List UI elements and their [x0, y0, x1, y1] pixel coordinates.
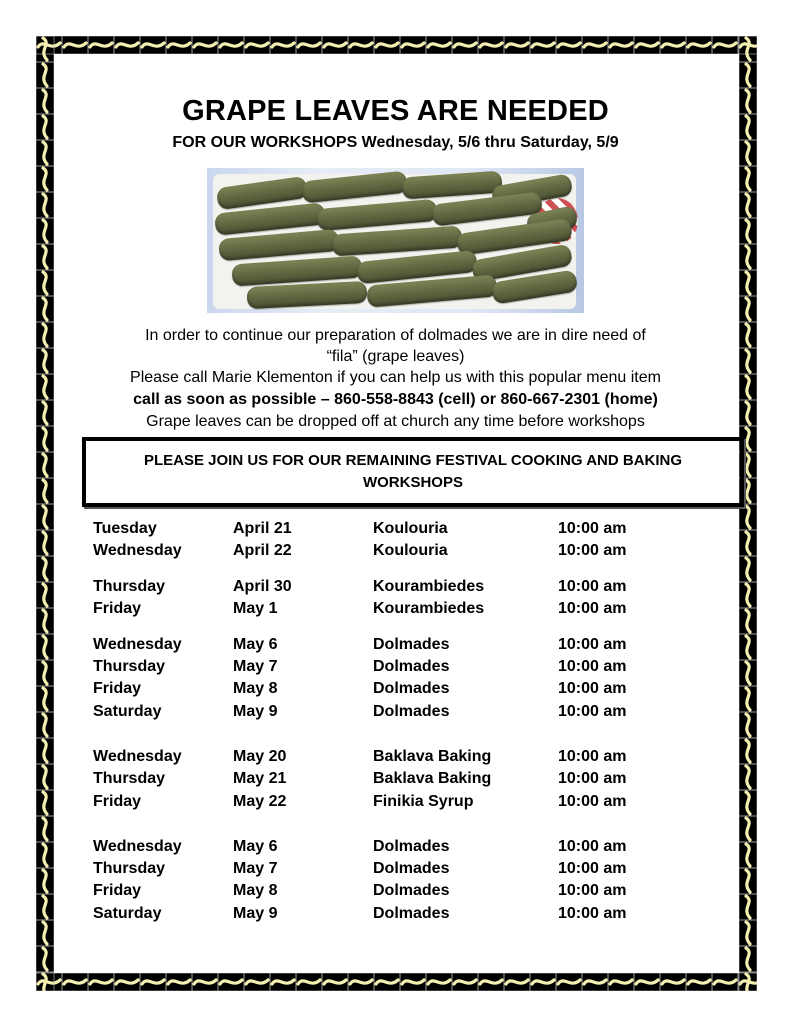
flyer-subtitle: FOR OUR WORKSHOPS Wednesday, 5/6 thru Saturday, 5/9 [172, 134, 619, 151]
ribbon-wave [746, 662, 750, 684]
ribbon-wave [454, 980, 476, 984]
workshop-date: April 21 [233, 520, 292, 537]
workshop-time: 10:00 am [558, 680, 627, 697]
ribbon-wave [194, 43, 216, 47]
ribbon-wave [43, 532, 47, 554]
ribbon-wave [746, 272, 750, 294]
ribbon-wave [168, 980, 190, 984]
ribbon-wave [746, 818, 750, 840]
workshop-time: 10:00 am [558, 600, 627, 617]
ribbon-wave [746, 688, 750, 710]
ribbon-wave [43, 740, 47, 762]
ribbon-wave [746, 870, 750, 892]
workshop-day: Wednesday [93, 748, 182, 765]
ribbon-wave [746, 168, 750, 190]
ribbon-wave [43, 220, 47, 242]
workshop-date: May 22 [233, 793, 287, 810]
ribbon-wave [746, 532, 750, 554]
workshop-item: Baklava Baking [373, 770, 492, 787]
workshop-date: May 9 [233, 905, 278, 922]
ribbon-wave [43, 948, 47, 970]
workshop-item: Dolmades [373, 680, 450, 697]
ribbon-wave [43, 298, 47, 320]
ribbon-wave [662, 43, 684, 47]
ribbon-wave [746, 844, 750, 866]
ribbon-wave [38, 43, 60, 47]
ribbon-wave [746, 480, 750, 502]
workshop-date: April 30 [233, 578, 292, 595]
ribbon-wave [43, 766, 47, 788]
ribbon-wave [43, 688, 47, 710]
ribbon-wave [746, 194, 750, 216]
ribbon-wave [480, 980, 502, 984]
workshop-item: Koulouria [373, 520, 448, 537]
ribbon-wave [298, 43, 320, 47]
ribbon-wave [428, 980, 450, 984]
ribbon-wave [43, 610, 47, 632]
ribbon-wave [746, 64, 750, 86]
ribbon-wave [746, 922, 750, 944]
ribbon-wave [43, 584, 47, 606]
workshop-day: Tuesday [93, 520, 157, 537]
workshop-time: 10:00 am [558, 636, 627, 653]
ribbon-wave [220, 43, 242, 47]
join-banner-text: PLEASE JOIN US FOR OUR REMAINING FESTIVAL COOKING AND BAKING WORKSHOPS [143, 452, 683, 491]
ribbon-wave [43, 714, 47, 736]
ribbon-wave [506, 43, 528, 47]
ribbon-wave [688, 43, 710, 47]
ribbon-wave [532, 43, 554, 47]
ribbon-wave [714, 43, 736, 47]
ribbon-wave [714, 980, 736, 984]
workshop-day: Saturday [93, 905, 162, 922]
ribbon-wave [298, 980, 320, 984]
ribbon-wave [64, 980, 86, 984]
workshop-day: Thursday [93, 770, 166, 787]
ribbon-wave [746, 38, 750, 60]
ribbon-wave [194, 980, 216, 984]
ribbon-wave [43, 194, 47, 216]
ribbon-wave [246, 43, 268, 47]
ribbon-wave [43, 506, 47, 528]
workshop-item: Baklava Baking [373, 748, 492, 765]
ribbon-wave [43, 662, 47, 684]
ribbon-wave [43, 168, 47, 190]
ribbon-wave [532, 980, 554, 984]
ribbon-wave [746, 584, 750, 606]
ribbon-wave [402, 43, 424, 47]
join-banner [82, 437, 744, 507]
ribbon-wave [142, 980, 164, 984]
workshop-item: Dolmades [373, 636, 450, 653]
ribbon-wave [350, 980, 372, 984]
workshop-item: Dolmades [373, 838, 450, 855]
ribbon-wave [43, 870, 47, 892]
workshop-time: 10:00 am [558, 578, 627, 595]
ribbon-wave [142, 43, 164, 47]
ribbon-wave [610, 980, 632, 984]
ribbon-wave [636, 980, 658, 984]
ribbon-wave [43, 64, 47, 86]
workshop-date: May 20 [233, 748, 287, 765]
ribbon-wave [43, 922, 47, 944]
ribbon-wave [454, 43, 476, 47]
ribbon-wave [168, 43, 190, 47]
workshop-item: Dolmades [373, 882, 450, 899]
ribbon-wave [746, 558, 750, 580]
ribbon-wave [43, 792, 47, 814]
workshop-date: May 1 [233, 600, 278, 617]
ribbon-wave [43, 818, 47, 840]
workshop-item: Kourambiedes [373, 600, 485, 617]
ribbon-wave [43, 272, 47, 294]
ribbon-wave [746, 298, 750, 320]
workshop-item: Dolmades [373, 703, 450, 720]
workshop-date: May 6 [233, 636, 278, 653]
workshop-date: April 22 [233, 542, 292, 559]
ribbon-wave [584, 43, 606, 47]
workshop-time: 10:00 am [558, 860, 627, 877]
workshop-day: Thursday [93, 658, 166, 675]
ribbon-wave [43, 558, 47, 580]
ribbon-wave [746, 714, 750, 736]
workshop-day: Friday [93, 793, 142, 810]
workshop-time: 10:00 am [558, 770, 627, 787]
ribbon-wave [272, 43, 294, 47]
ribbon-wave [43, 480, 47, 502]
dolmades-photo [207, 168, 584, 313]
workshop-item: Finikia Syrup [373, 793, 474, 810]
workshop-item: Dolmades [373, 860, 450, 877]
ribbon-wave [402, 980, 424, 984]
workshop-day: Saturday [93, 703, 162, 720]
ribbon-wave [246, 980, 268, 984]
workshop-day: Wednesday [93, 542, 182, 559]
ribbon-wave [688, 980, 710, 984]
workshop-day: Friday [93, 882, 142, 899]
ribbon-wave [116, 980, 138, 984]
ribbon-wave [350, 43, 372, 47]
workshop-day: Friday [93, 680, 142, 697]
workshop-time: 10:00 am [558, 703, 627, 720]
ribbon-wave [38, 980, 60, 984]
ribbon-wave [324, 980, 346, 984]
ribbon-wave [43, 896, 47, 918]
workshop-day: Wednesday [93, 636, 182, 653]
workshop-item: Kourambiedes [373, 578, 485, 595]
ribbon-wave [746, 220, 750, 242]
workshop-date: May 6 [233, 838, 278, 855]
ribbon-wave [746, 506, 750, 528]
ribbon-wave [43, 246, 47, 268]
workshop-time: 10:00 am [558, 905, 627, 922]
workshop-date: May 8 [233, 680, 278, 697]
workshop-time: 10:00 am [558, 748, 627, 765]
ribbon-wave [506, 980, 528, 984]
workshop-time: 10:00 am [558, 520, 627, 537]
ribbon-wave [584, 980, 606, 984]
ribbon-wave [746, 948, 750, 970]
ribbon-wave [746, 246, 750, 268]
workshop-day: Wednesday [93, 838, 182, 855]
workshop-time: 10:00 am [558, 838, 627, 855]
ribbon-wave [90, 43, 112, 47]
ribbon-wave [558, 43, 580, 47]
ribbon-wave [610, 43, 632, 47]
ribbon-wave [746, 896, 750, 918]
ribbon-wave [116, 43, 138, 47]
workshop-time: 10:00 am [558, 658, 627, 675]
ribbon-wave [746, 636, 750, 658]
ribbon-wave [220, 980, 242, 984]
workshop-item: Koulouria [373, 542, 448, 559]
ribbon-wave [636, 43, 658, 47]
intro-line-1: In order to continue our preparation of dolmades we are in dire need of [145, 327, 646, 344]
ribbon-wave [746, 766, 750, 788]
dropoff-note: Grape leaves can be dropped off at church any time before workshops [146, 413, 645, 430]
ribbon-wave [43, 454, 47, 476]
workshop-date: May 7 [233, 658, 278, 675]
phone-numbers: call as soon as possible – 860-558-8843 (cell) or 860-667-2301 (home) [133, 391, 658, 408]
workshop-day: Friday [93, 600, 142, 617]
workshop-date: May 7 [233, 860, 278, 877]
ribbon-wave [376, 43, 398, 47]
workshop-date: May 9 [233, 703, 278, 720]
workshop-date: May 21 [233, 770, 287, 787]
ribbon-wave [64, 43, 86, 47]
ribbon-wave [90, 980, 112, 984]
ribbon-wave [558, 980, 580, 984]
workshop-time: 10:00 am [558, 542, 627, 559]
ribbon-wave [43, 844, 47, 866]
ribbon-wave [376, 980, 398, 984]
workshop-item: Dolmades [373, 905, 450, 922]
ribbon-wave [428, 43, 450, 47]
workshop-day: Thursday [93, 578, 166, 595]
workshop-time: 10:00 am [558, 793, 627, 810]
intro-line-2: “fila” (grape leaves) [326, 348, 465, 365]
ribbon-wave [662, 980, 684, 984]
workshop-date: May 8 [233, 882, 278, 899]
ribbon-wave [43, 636, 47, 658]
ribbon-wave [746, 610, 750, 632]
flyer-title: GRAPE LEAVES ARE NEEDED [182, 95, 609, 127]
workshop-item: Dolmades [373, 658, 450, 675]
ribbon-wave [272, 980, 294, 984]
ribbon-wave [480, 43, 502, 47]
ribbon-wave [746, 454, 750, 476]
ribbon-wave [746, 792, 750, 814]
ribbon-wave [43, 38, 47, 60]
workshop-time: 10:00 am [558, 882, 627, 899]
workshop-day: Thursday [93, 860, 166, 877]
contact-request: Please call Marie Klementon if you can help us with this popular menu item [130, 369, 661, 386]
ribbon-wave [324, 43, 346, 47]
ribbon-wave [746, 740, 750, 762]
